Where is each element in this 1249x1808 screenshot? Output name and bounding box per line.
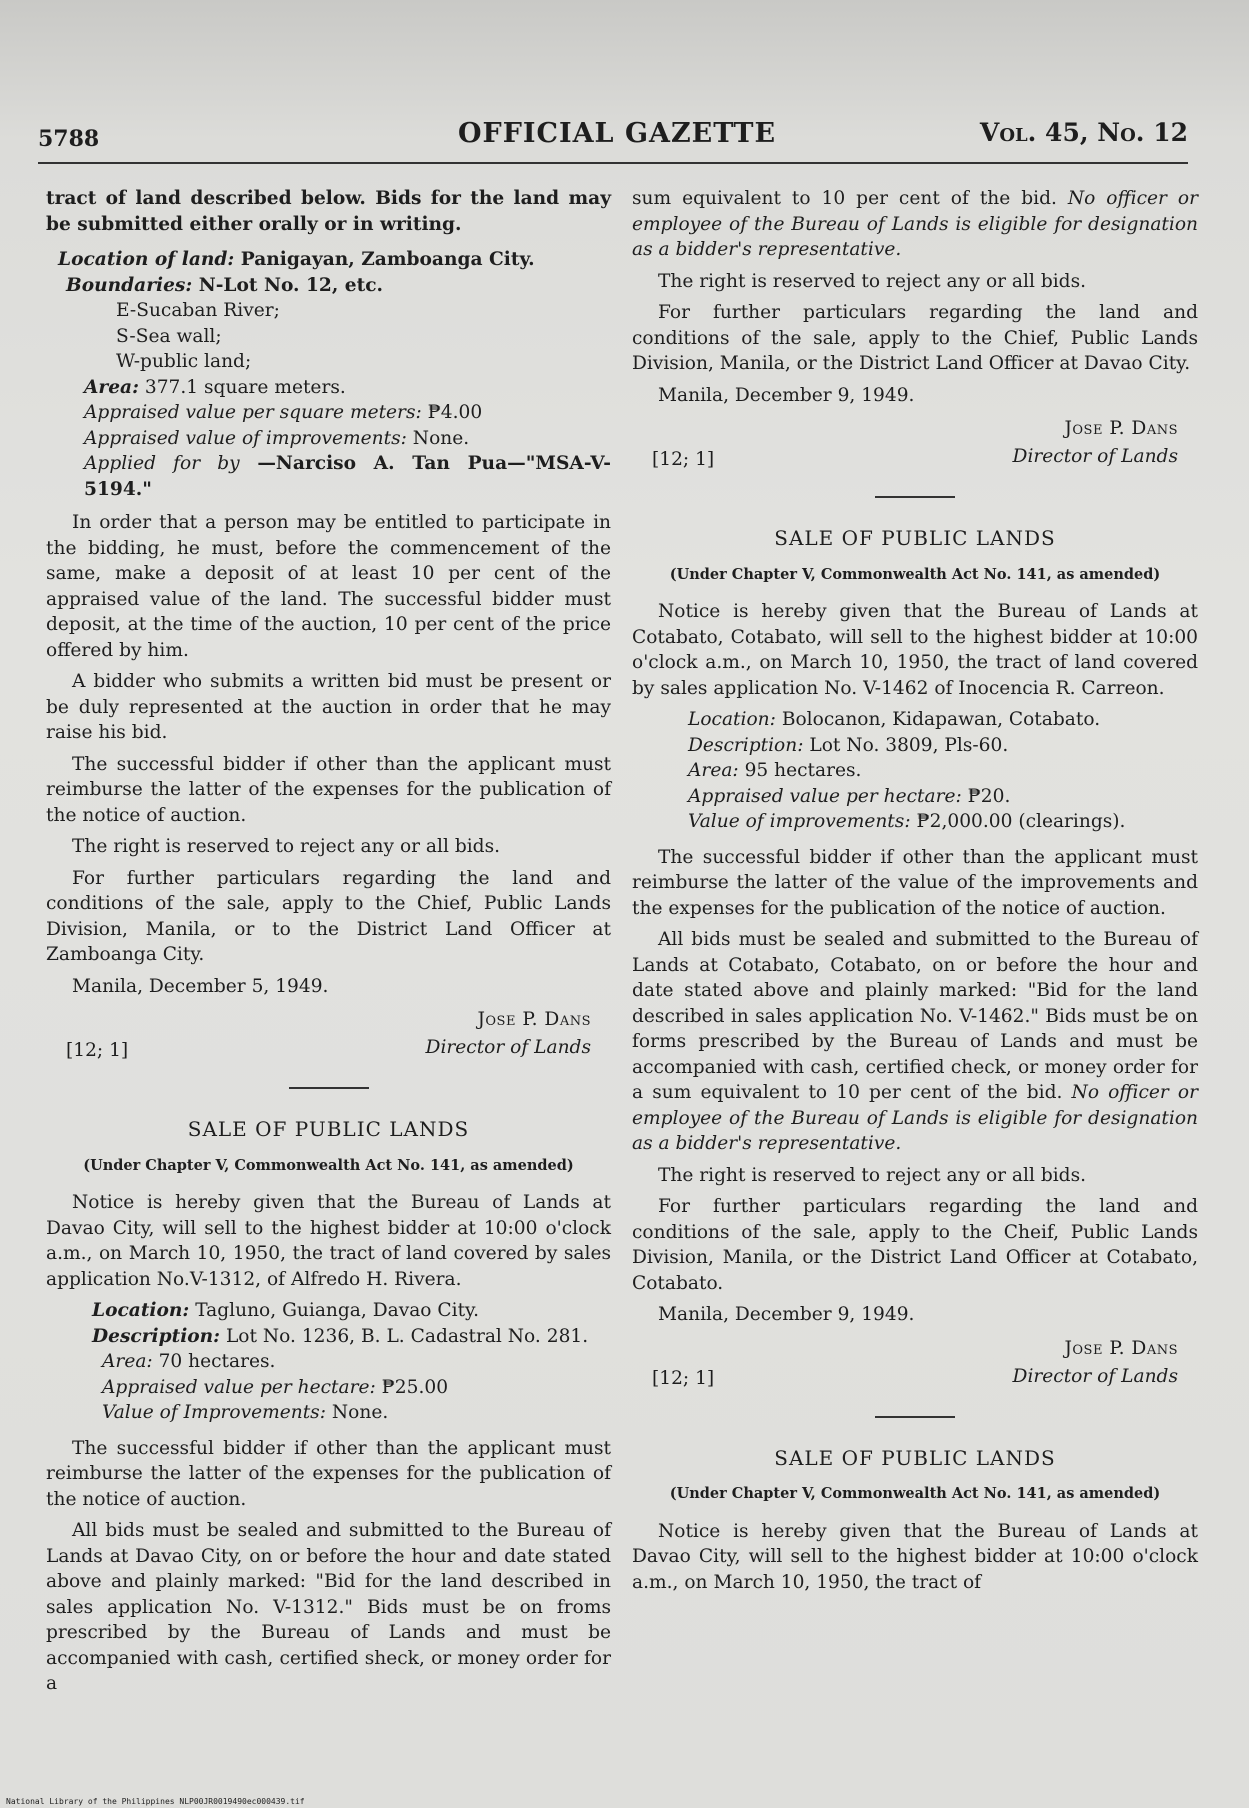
section-title: SALE OF PUBLIC LANDS	[774, 1445, 1056, 1470]
date-line: Manila, December 5, 1949.	[72, 975, 329, 997]
volume-number: Vol. 45, No. 12	[979, 118, 1188, 147]
signature-block	[46, 1007, 611, 1069]
section-divider	[875, 496, 955, 498]
boundary-west: W-public land;	[116, 351, 252, 372]
sealed-bids-paragraph: All bids must be sealed and submitted to the Bureau of Lands at Davao City, on or before the hour and date stated above and plainly marked: "Bid for the land described in sales application No. V-1312." Bids must be on froms prescribed by the Bureau of Lands and must be accompanied with cash, certified sheck, or money order for a	[46, 1520, 611, 1694]
date-line: Manila, December 9, 1949.	[658, 1304, 915, 1325]
boundary-east: E-Sucaban River;	[116, 300, 280, 321]
date-line: Manila, December 9, 1949.	[658, 384, 915, 406]
publication-title: OFFICIAL GAZETTE	[458, 118, 777, 149]
reimburse-paragraph: The successful bidder if other than the applicant must reimburse the latter of the value of the improvements and the expenses for the publication of the notice of auction.	[632, 846, 1198, 919]
reference-number: [12; 1]	[652, 448, 715, 470]
reimburse-paragraph: The successful bidder if other than the applicant must reimburse the latter of the expenses for the publication of the notice of auction.	[46, 753, 611, 826]
reimburse-paragraph: The successful bidder if other than the applicant must reimburse the latter of the expenses for the publication of the notice of auction.	[46, 1437, 611, 1510]
signature-block	[632, 1336, 1198, 1398]
notice-intro: Notice is hereby given that the Bureau of Lands at Davao City, will sell to the highest bidder at 10:00 o'clock a.m., on March 10, 1950, the tract of	[632, 1520, 1198, 1593]
deposit-paragraph: In order that a person may be entitled to participate in the bidding, he must, before the commencement of the same, make a deposit of at least 10 per cent of the appraised value of the land. The successful bidder must deposit, at the time of the auction, 10 per cent of the price offered by him.	[46, 512, 611, 661]
applied-line: Applied for by —Narciso A. Tan Pua—"MSA-V-5194."	[84, 453, 611, 500]
particulars-paragraph: For further particulars regarding the land and conditions of the sale, apply to the Chief, Public Lands Division, Manila, or the District Land Officer at Davao City.	[632, 302, 1198, 374]
section-divider	[289, 1087, 369, 1089]
signature-title: Director of Lands	[1012, 1365, 1178, 1387]
signature-name: Jose P. Dans	[477, 1009, 591, 1030]
reference-number: [12; 1]	[66, 1039, 129, 1061]
description-line: Description: Lot No. 1236, B. L. Cadastral No. 281.	[92, 1325, 589, 1347]
signature-title: Director of Lands	[425, 1037, 591, 1058]
notice-intro: Notice is hereby given that the Bureau of Lands at Davao City, will sell to the highest bidder at 10:00 o'clock a.m., on March 10, 1950, the tract of land covered by sales application No.V-1312, of Alfredo H. Rivera.	[46, 1192, 611, 1290]
reject-paragraph: The right is reserved to reject any or all bids.	[658, 1164, 1087, 1186]
reference-number: [12; 1]	[652, 1368, 715, 1389]
reject-paragraph: The right is reserved to reject any or all bids.	[658, 270, 1087, 292]
appraised-line: Appraised value per hectare: ₱20.	[688, 785, 1011, 807]
scan-footer: National Library of the Philippines NLP00JR0019490ec000439.tif	[6, 1797, 305, 1806]
written-bid-paragraph: A bidder who submits a written bid must be present or be duly represented at the auction in order that he may raise his bid.	[46, 671, 611, 743]
location-line: Location: Bolocanon, Kidapawan, Cotabato.	[688, 709, 1101, 730]
continued-paragraph: sum equivalent to 10 per cent of the bid. No officer or employee of the Bureau of Lands is eligible for designation as a bidder's representative.	[632, 188, 1198, 260]
section-subtitle: (Under Chapter V, Commonwealth Act No. 141, as amended)	[83, 1156, 574, 1174]
section-title: SALE OF PUBLIC LANDS	[187, 1117, 470, 1141]
notice-intro: Notice is hereby given that the Bureau of Lands at Cotabato, Cotabato, will sell to the highest bidder at 10:00 o'clock a.m., on March 10, 1950, the tract of land covered by sales application No. V-1462 of Inocencia R. Carreon.	[632, 601, 1198, 699]
signature-block	[632, 416, 1198, 478]
boundary-south: S-Sea wall;	[116, 325, 222, 347]
signature-title: Director of Lands	[1012, 446, 1178, 467]
sealed-bids-paragraph: All bids must be sealed and submitted to the Bureau of Lands at Cotabato, Cotabato, on or before the hour and date stated above and plainly marked: "Bid for the land described in sales application No. V-1462." Bids must be on forms prescribed by the Bureau of Lands and must be accompanied with cash, certified check, or money order for a sum equivalent to 10 per cent of the bid. No officer or employee of the Bureau of Lands is eligible for designation as a bidder's representative.	[632, 929, 1198, 1154]
section-subtitle: (Under Chapter V, Commonwealth Act No. 141, as amended)	[669, 565, 1161, 583]
page-number: 5788	[38, 126, 100, 152]
section-subtitle: (Under Chapter V, Commonwealth Act No. 141, as amended)	[669, 1485, 1161, 1502]
location-line: Location of land: Panigayan, Zamboanga City.	[58, 249, 535, 270]
intro-paragraph: tract of land described below. Bids for the land may be submitted either orally or in writing.	[46, 188, 611, 235]
improvements-line: Appraised value of improvements: None.	[84, 427, 470, 449]
description-line: Description: Lot No. 3809, Pls-60.	[688, 734, 1009, 756]
left-column	[46, 186, 611, 1703]
boundaries-line: Boundaries: N-Lot No. 12, etc.	[66, 274, 384, 296]
area-line: Area: 95 hectares.	[688, 760, 862, 781]
header-rule	[38, 162, 1188, 164]
area-line: Area: 70 hectares.	[102, 1351, 276, 1372]
reject-paragraph: The right is reserved to reject any or all bids.	[72, 836, 501, 857]
appraised-line: Appraised value per hectare: ₱25.00	[102, 1376, 449, 1398]
particulars-paragraph: For further particulars regarding the land and conditions of the sale, apply to the Chief, Public Lands Division, Manila, or to the District Land Officer at Zamboanga City.	[46, 867, 611, 965]
section-title: SALE OF PUBLIC LANDS	[774, 526, 1056, 550]
signature-name: Jose P. Dans	[1064, 1337, 1178, 1359]
improvements-line: Value of Improvements: None.	[102, 1402, 389, 1423]
page-header	[38, 118, 1188, 158]
area-line: Area: 377.1 square meters.	[84, 376, 346, 398]
improvements-line: Value of improvements: ₱2,000.00 (clearings).	[688, 811, 1126, 832]
particulars-paragraph: For further particulars regarding the land and conditions of the sale, apply to the Cheif, Public Lands Division, Manila, or the District Land Officer at Cotabato, Cotabato.	[632, 1196, 1198, 1294]
signature-name: Jose P. Dans	[1064, 418, 1178, 439]
appraised-line: Appraised value per square meters: ₱4.00	[84, 402, 483, 423]
location-line: Location: Tagluno, Guianga, Davao City.	[92, 1300, 479, 1321]
right-column	[632, 186, 1198, 1601]
section-divider	[875, 1416, 955, 1418]
